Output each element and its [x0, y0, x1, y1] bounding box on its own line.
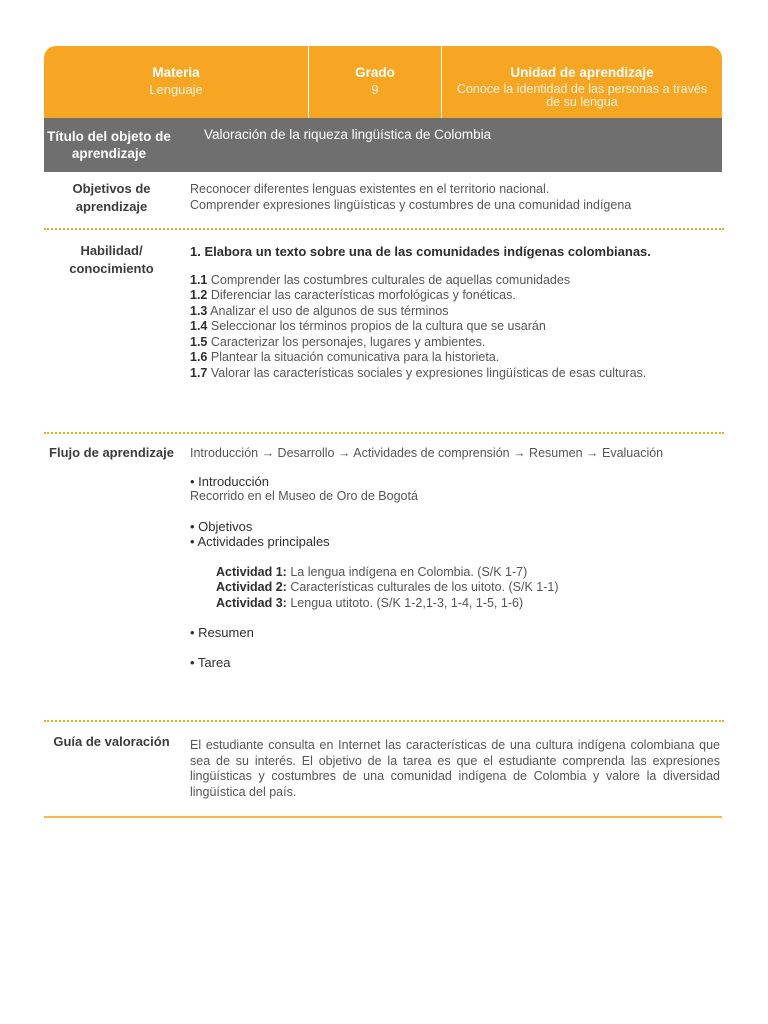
- habilidad-item: 1.5 Caracterizar los personajes, lugares y ambientes.: [190, 334, 486, 349]
- flujo-intro-text: Recorrido en el Museo de Oro de Bogotá: [190, 489, 418, 503]
- bottom-rule: [44, 816, 722, 818]
- flujo-objetivos: • Objetivos: [190, 518, 253, 534]
- unidad-label: Unidad de aprendizaje: [510, 65, 654, 80]
- flujo-actividades: • Actividades principales: [190, 534, 330, 549]
- flujo-intro-title: • Introducción: [190, 473, 269, 489]
- lesson-card: [44, 46, 722, 172]
- divider: [44, 720, 724, 722]
- title-label: Título del objeto de aprendizaje: [47, 129, 171, 161]
- habilidad-item: 1.1 Comprender las costumbres culturales de aquellas comunidades: [190, 272, 571, 287]
- flujo-sequence: Introducción → Desarrollo → Actividades de comprensión → Resumen → Evaluación: [190, 446, 664, 460]
- flujo-body: [190, 446, 720, 670]
- divider: [44, 228, 724, 230]
- activity-item: Actividad 1: La lengua indígena en Colombia. (S/K 1-7): [216, 564, 528, 579]
- habilidad-body: [190, 244, 720, 381]
- materia-label: Materia: [152, 65, 200, 80]
- habilidad-item: 1.4 Seleccionar los términos propios de la cultura que se usarán: [190, 319, 546, 333]
- grado-label: Grado: [355, 65, 395, 80]
- habilidad-item: 1.6 Plantear la situación comunicativa para la historieta.: [190, 350, 500, 364]
- flujo-resumen: • Resumen: [190, 625, 254, 640]
- guia-label: Guía de valoración: [53, 734, 170, 749]
- objetivo-line: Reconocer diferentes lenguas existentes en el territorio nacional.: [190, 182, 550, 196]
- objetivo-line: Comprender expresiones lingüísticas y costumbres de una comunidad indígena: [190, 197, 632, 212]
- flujo-tarea: • Tarea: [190, 654, 231, 670]
- unidad-value: Conoce la identidad de las personas a través de su lengua: [456, 82, 708, 109]
- grado-cell: [309, 46, 442, 118]
- divider: [44, 432, 724, 434]
- habilidad-item: 1.7 Valorar las características sociales y expresiones lingüísticas de esas culturas.: [190, 365, 647, 380]
- habilidad-heading: 1. Elabora un texto sobre una de las comunidades indígenas colombianas.: [190, 244, 651, 259]
- header-row: [44, 46, 722, 118]
- activity-item: Actividad 2: Características culturales de los uitoto. (S/K 1-1): [216, 580, 559, 594]
- habilidad-label: Habilidad/ conocimiento: [69, 243, 154, 276]
- title-row: [44, 118, 722, 172]
- habilidad-item: 1.2 Diferenciar las características morfológicas y fonéticas.: [190, 288, 516, 302]
- materia-value: Lenguaje: [149, 82, 203, 97]
- objetivos-label: Objetivos de aprendizaje: [72, 181, 151, 214]
- unidad-cell: [442, 46, 722, 118]
- habilidad-item: 1.3 Analizar el uso de algunos de sus términos: [190, 303, 449, 318]
- grado-value: 9: [371, 82, 379, 97]
- objetivos-body: [190, 182, 720, 213]
- activity-item: Actividad 3: Lengua utitoto. (S/K 1-2,1-3, 1-4, 1-5, 1-6): [216, 595, 524, 610]
- flujo-label: Flujo de aprendizaje: [49, 445, 174, 460]
- guia-text: El estudiante consulta en Internet las características de una cultura indígena colombiana que sea de su interés. El objetivo de la tarea es que el estudiante comprenda las expresiones lingüísticas y costumbres de una comunidad indígena de Colombia y valore la diversidad lingüística del país.: [190, 738, 720, 799]
- materia-cell: [44, 46, 309, 118]
- title-value: Valoración de la riqueza lingüística de Colombia: [204, 127, 492, 142]
